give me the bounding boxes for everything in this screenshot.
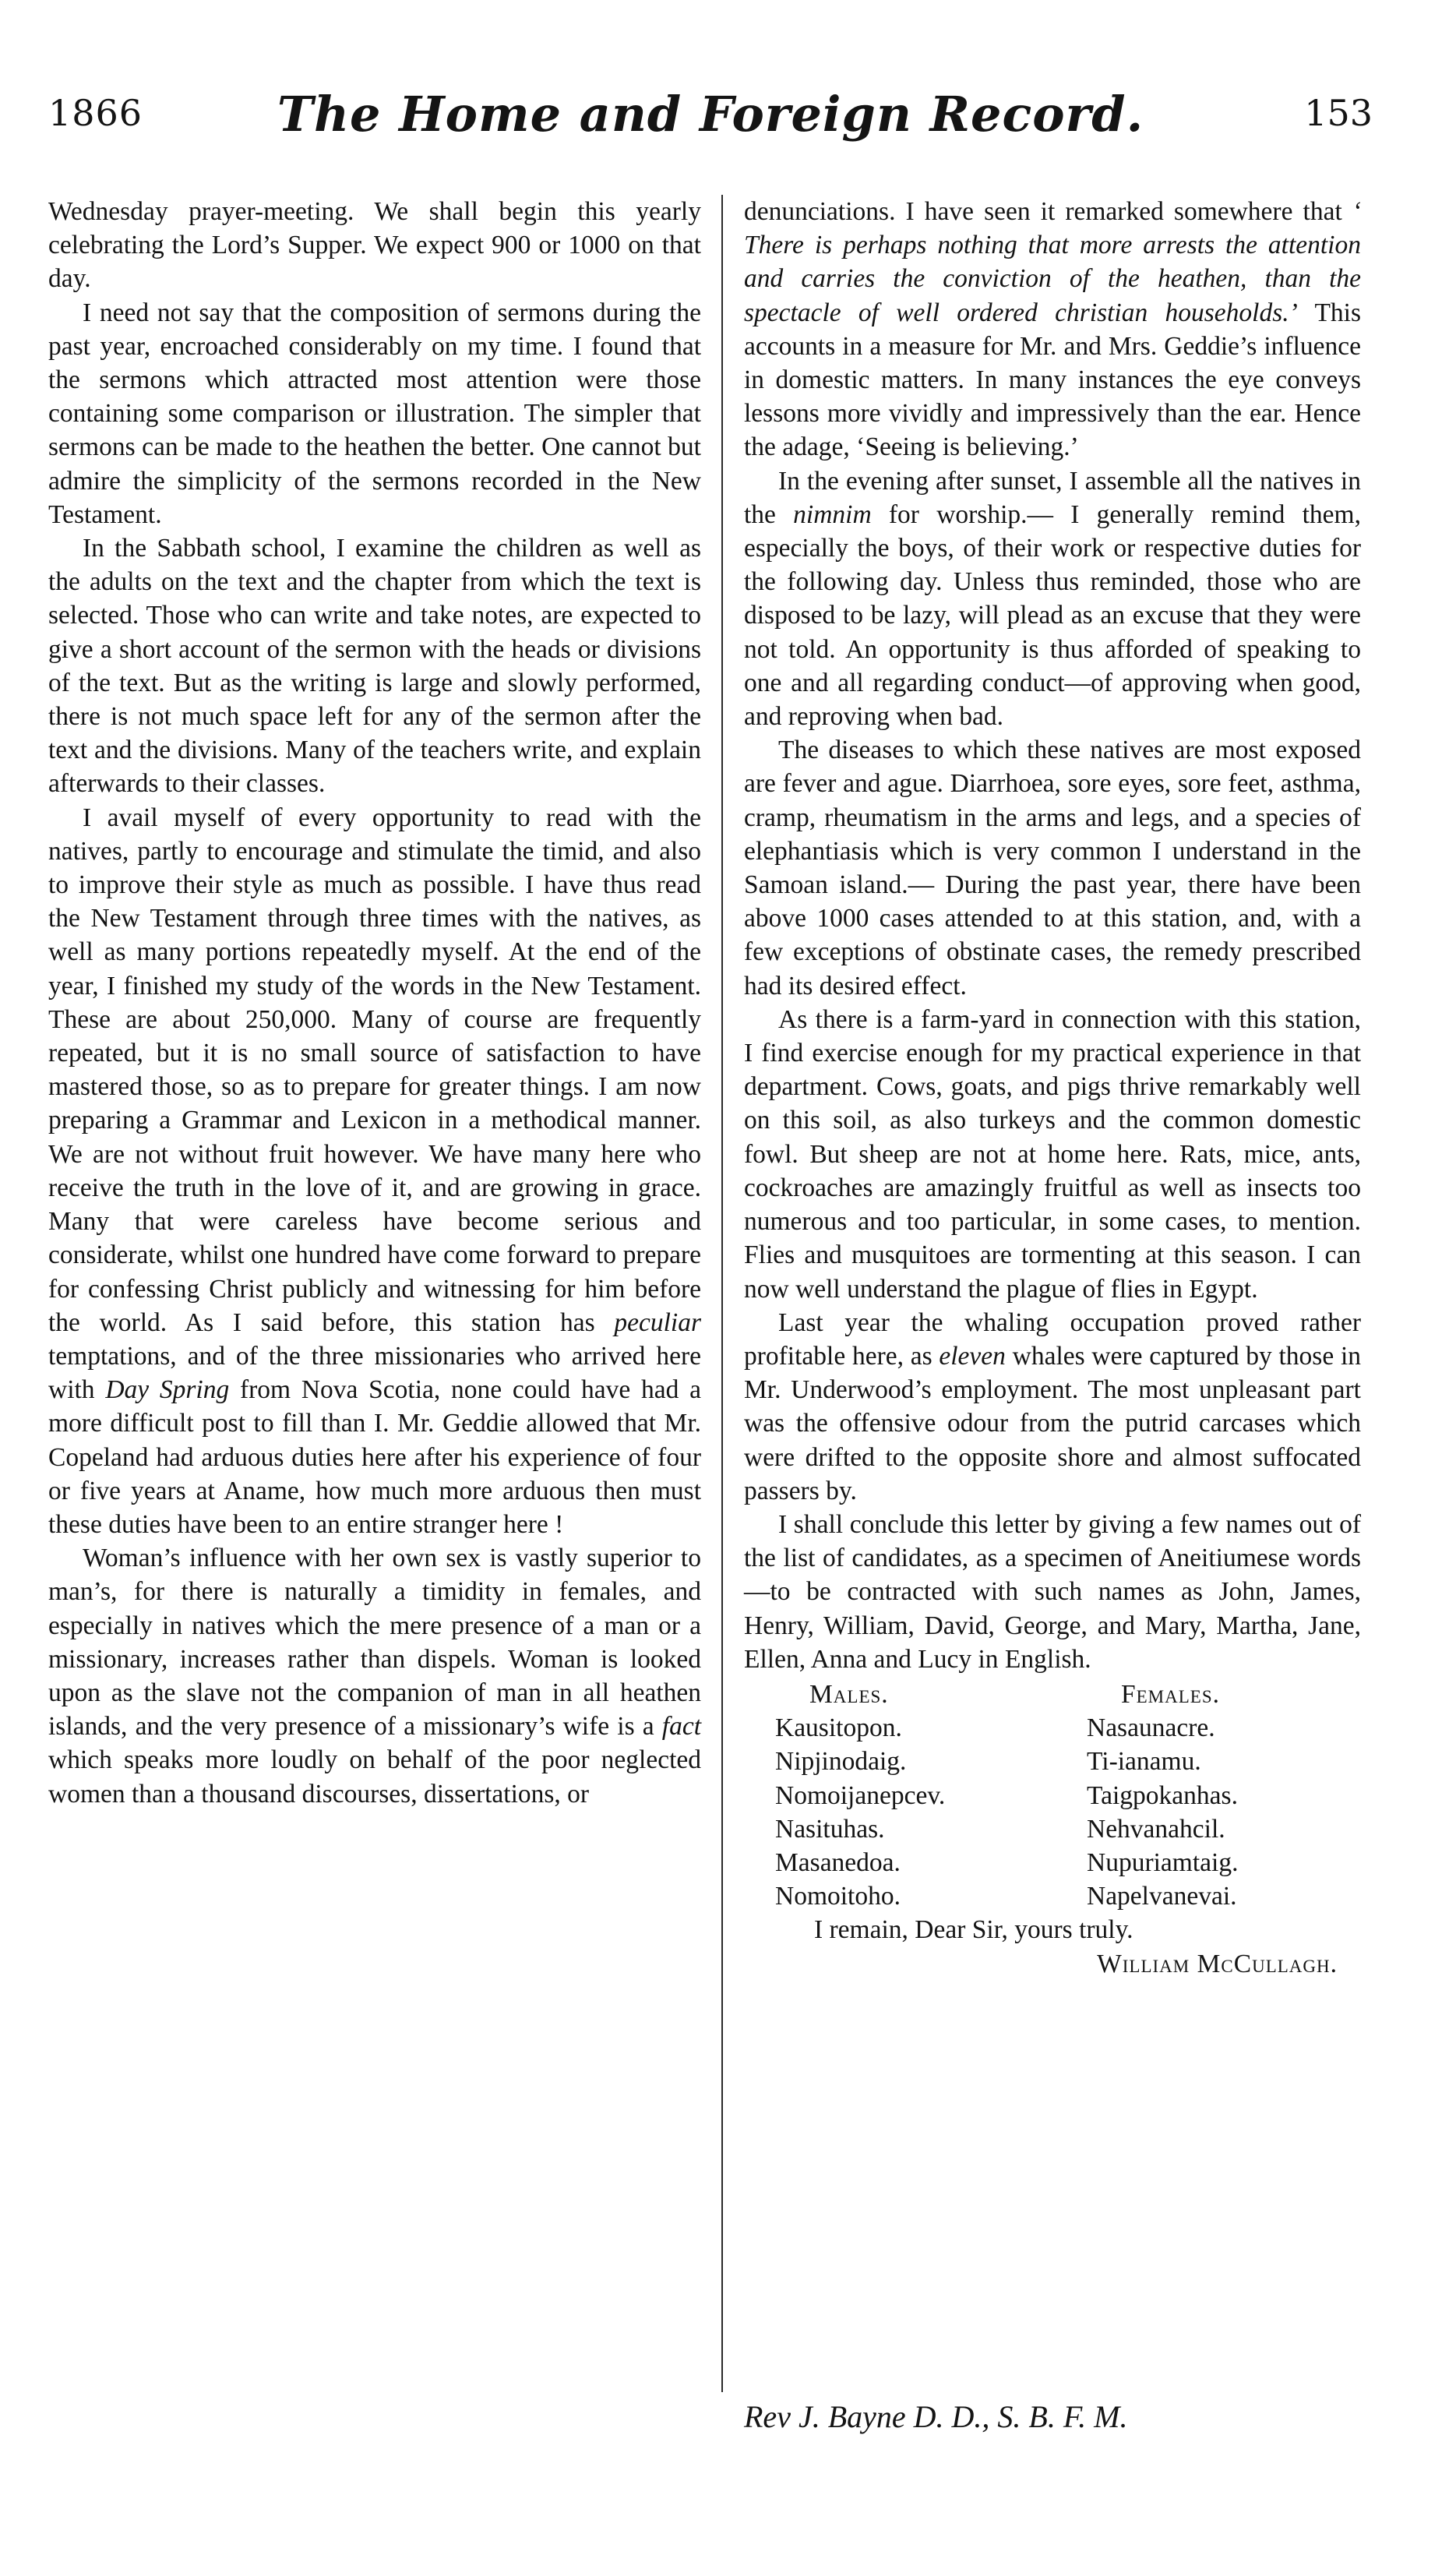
emphasis: peculiar: [614, 1307, 701, 1337]
paragraph: In the Sabbath school, I examine the children as well as the adults on the text and the chapter from which the text is selected. Those who can write and take notes, are expected to give a short account of the sermon with the heads or divisions of the text. But as the writing is large and slowly performed, there is not much space left for any of the sermon after the text and the divisions. Many of the teachers write, and explain afterwards to their classes.: [48, 534, 701, 799]
female-name: Ti-ianamu.: [1087, 1747, 1201, 1777]
closing-line: I remain, Dear Sir, yours truly.: [814, 1915, 1133, 1945]
text-run: Last year the whaling occupation proved rather profitable here, as: [744, 1307, 1361, 1371]
male-name: Nomoijanepcev.: [775, 1780, 946, 1810]
male-name: Nasituhas.: [775, 1814, 885, 1844]
female-name: Napelvanevai.: [1087, 1882, 1237, 1911]
text-run: from Nova Scotia, none could have had a more difficult post to fill than I. Mr. Geddie allowed that Mr. Copeland had arduous duties here after his experience of four or five years at Aname, how much more arduous then must these duties have been to an entire stranger here !: [48, 1375, 702, 1539]
female-name: Nehvanahcil.: [1087, 1814, 1225, 1844]
paragraph: [744, 464, 1361, 734]
text-run: temptations, and of the three missionaries who arrived here with: [48, 1341, 701, 1405]
emphasis: nimnim: [793, 499, 872, 529]
female-name: Nupuriamtaig.: [1087, 1847, 1239, 1877]
column-divider: [721, 195, 723, 2392]
male-name: Masanedoa.: [775, 1847, 901, 1877]
text-run: In the evening after sunset, I assemble all the natives in the: [744, 466, 1361, 529]
text-run: whales were captured by those in Mr. Underwood’s employment. The most unpleasant part was the offensive odour from the putrid carcases which were drifted to the opposite shore and almost suffocated passers by.: [744, 1341, 1362, 1505]
emphasis: ‘ There is perhaps nothing that more arrests the attention and carries the conviction of the heathen, than the spectacle of well ordered christian households.’: [744, 197, 1361, 327]
emphasis: fact: [661, 1712, 701, 1742]
paragraph: [48, 801, 701, 1541]
males-heading: Males.: [809, 1679, 889, 1709]
name-list: [744, 1678, 1361, 1913]
paragraph: Wednesday prayer-meeting. We shall begin this yearly celebrating the Lord’s Supper. We expect 900 or 1000 on that day.: [48, 197, 701, 294]
header-year: 1866: [48, 92, 143, 134]
male-name: Nipjinodaig.: [775, 1747, 907, 1777]
paragraph: I shall conclude this letter by giving a few names out of the list of candidates, as a specimen of Aneitiumese words—to be contracted with such names as John, James, Henry, William, David, George, and Mary, Martha, Jane, Ellen, Anna and Lucy in English.: [744, 1509, 1361, 1674]
text-run: which speaks more loudly on behalf of the poor neglected women than a thousand discourses, dissertations, or: [48, 1745, 701, 1809]
running-header: [48, 86, 1373, 154]
text-run: This accounts in a measure for Mr. and Mrs. Geddie’s influence in domestic matters. In many instances the eye conveys lessons more vividly and impressively than the ear. Hence the adage, ‘Seeing is believing.’: [744, 298, 1361, 462]
paragraph: As there is a farm-yard in connection with this station, I find exercise enough for my practical experience in that department. Cows, goats, and pigs thrive remarkably well on this soil, as also turkeys and the common domestic fowl. But sheep are not at home here. Rats, mice, ants, cockroaches are amazingly fruitful as well as insects too numerous and too particular, in some cases, to mention. Flies and musquitoes are tormenting at this season. I can now well understand the plague of flies in Egypt.: [744, 1004, 1361, 1304]
signature: William McCullagh.: [1097, 1949, 1338, 1978]
paragraph: [744, 195, 1361, 464]
page-number: 153: [1304, 92, 1373, 134]
emphasis: eleven: [939, 1341, 1006, 1371]
female-name: Nasaunacre.: [1087, 1713, 1215, 1743]
paragraph: [744, 1306, 1361, 1508]
header-title: The Home and Foreign Record.: [277, 86, 1144, 143]
female-name: Taigpokanhas.: [1087, 1780, 1238, 1810]
paragraph: The diseases to which these natives are most exposed are fever and ague. Diarrhoea, sore eyes, sore feet, asthma, cramp, rheumatism in the arms and legs, and a species of elephantiasis which is very common I understand in the Samoan island.— During the past year, there have been above 1000 cases attended to at this station, and, with a few exceptions of obstinate cases, the remedy prescribed had its desired effect.: [744, 736, 1361, 1000]
text-run: I avail myself of every opportunity to read with the natives, partly to encourage and stimulate the timid, and also to improve their style as much as possible. I have thus read the New Testament through three times with the natives, as well as many portions repeatedly myself. At the end of the year, I finished my study of the words in the New Testament. These are about 250,000. Many of course are frequently repeated, but it is no small source of satisfaction to have mastered those, so as to prepare for greater things. I am now preparing a Grammar and Lexicon in a methodical manner. We are not without fruit however. We have many here who receive the truth in the love of it, and are growing in grace. Many that were careless have become serious and considerate, whilst one hundred have come forward to prepare for confessing Christ publicly and witnessing for him before the world. As I said before, this station has: [48, 803, 701, 1337]
male-name: Kausitopon.: [775, 1713, 902, 1743]
text-run: denunciations. I have seen it remarked somewhere that: [744, 197, 1342, 226]
male-name: Nomoitoho.: [775, 1882, 901, 1911]
addressee: Rev J. Bayne D. D., S. B. F. M.: [744, 2399, 1128, 2434]
paragraph: [48, 1541, 701, 1811]
left-column: [48, 195, 701, 1811]
emphasis: Day Spring: [105, 1375, 230, 1405]
right-column: [744, 195, 1361, 1981]
text-run: for worship.— I generally remind them, especially the boys, of their work or respective duties for the following day. Unless thus reminded, those who are disposed to be lazy, will plead as an excuse that they were not told. An opportunity is thus afforded of speaking to one and all regarding conduct—of approving when good, and reproving when bad.: [744, 499, 1361, 732]
paragraph: I need not say that the composition of sermons during the past year, encroached considerably on my time. I found that the sermons which attracted most attention were those containing some comparison or illustration. The simpler that sermons can be made to the heathen the better. One cannot but admire the simplicity of the sermons recorded in the New Testament.: [48, 298, 701, 529]
text-run: Woman’s influence with her own sex is vastly superior to man’s, for there is naturally a timidity in females, and especially in natives which the mere presence of a man or a missionary, increases rather than dispels. Woman is looked upon as the slave not the companion of man in all heathen islands, and the very presence of a missionary’s wife is a: [48, 1544, 701, 1742]
females-heading: Females.: [1121, 1679, 1221, 1709]
